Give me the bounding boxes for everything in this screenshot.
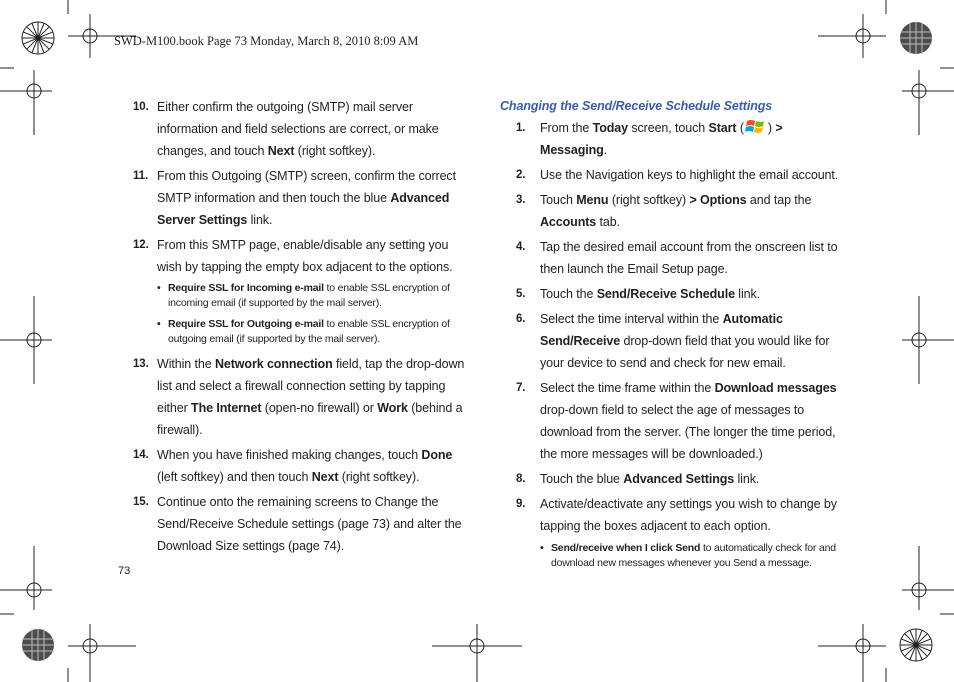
instruction-step xyxy=(133,234,468,278)
text-run: Use the Navigation keys to highlight the email account. xyxy=(540,168,839,182)
text-run: and tap the xyxy=(746,193,812,207)
text-run: drop-down field that you would like for your device to send and check for new email. xyxy=(540,334,830,370)
bullet-dot-icon: • xyxy=(157,282,161,294)
sub-bullet xyxy=(540,541,850,571)
instruction-step xyxy=(500,164,850,186)
registration-mark-icon xyxy=(902,70,954,135)
step-number: 1. xyxy=(516,122,526,134)
text-run: Within the xyxy=(157,357,215,371)
emphasized-term: > Messaging xyxy=(540,121,783,157)
registration-mark-icon xyxy=(818,624,886,682)
emphasized-term: Network connection xyxy=(214,357,333,371)
instruction-step xyxy=(500,283,850,305)
text-run: to enable SSL encryption of incoming email (if supported by the mail server). xyxy=(168,282,450,309)
emphasized-term: Advanced Settings xyxy=(623,472,735,486)
step-number: 14. xyxy=(133,449,149,461)
text-run: Tap the desired email account from the onscreen list to then launch the Email Setup page. xyxy=(540,240,838,276)
text-run: link. xyxy=(734,287,761,301)
text-run: tab. xyxy=(596,215,620,229)
sub-bullet xyxy=(157,281,468,311)
emphasized-term: The Internet xyxy=(191,401,262,415)
text-run: Touch the blue xyxy=(540,472,624,486)
text-run: ) xyxy=(767,121,776,135)
text-run: (behind a firewall). xyxy=(157,401,463,437)
instruction-step xyxy=(500,117,850,161)
text-run: Activate/deactivate any settings you wish to change by tapping the boxes adjacent to each option. xyxy=(540,497,837,533)
instruction-step xyxy=(500,468,850,490)
right-column xyxy=(500,96,850,577)
emphasized-term: Accounts xyxy=(540,215,597,229)
emphasized-term: > Options xyxy=(689,193,747,207)
instruction-step xyxy=(500,189,850,233)
text-run: Select the time interval within the xyxy=(540,312,723,326)
text-run: link. xyxy=(734,472,760,486)
windows-start-icon xyxy=(744,117,768,137)
instruction-step xyxy=(500,377,850,465)
text-run: ( xyxy=(736,121,744,135)
step-number: 15. xyxy=(133,496,149,508)
instruction-step xyxy=(133,491,468,557)
emphasized-term: Send/receive when I click Send xyxy=(551,542,701,554)
registration-mark-icon xyxy=(818,14,886,58)
text-run: (open-no firewall) or xyxy=(261,401,378,415)
step-number: 7. xyxy=(516,382,526,394)
registration-mark-icon xyxy=(0,546,52,610)
text-run: (right softkey) xyxy=(608,193,690,207)
text-run: Touch xyxy=(540,193,577,207)
text-run: to enable SSL encryption of outgoing email (if supported by the mail server). xyxy=(168,318,450,345)
emphasized-term: Today xyxy=(592,121,628,135)
page-number: 73 xyxy=(118,565,131,577)
instruction-step xyxy=(500,308,850,374)
text-run: field, tap the drop-down list and select a firewall connection setting by tapping either xyxy=(157,357,465,415)
instruction-step xyxy=(133,353,468,441)
emphasized-term: Next xyxy=(311,470,339,484)
bullet-dot-icon: • xyxy=(540,542,544,554)
instruction-step xyxy=(133,165,468,231)
text-run: Either confirm the outgoing (SMTP) mail server information and field selections are correct, or make changes, and touch xyxy=(157,100,439,158)
step-number: 10. xyxy=(133,101,149,113)
step-number: 13. xyxy=(133,358,149,370)
step-number: 11. xyxy=(133,170,149,182)
instruction-step xyxy=(500,493,850,537)
text-run: (right softkey). xyxy=(294,144,376,158)
text-run: From the xyxy=(540,121,593,135)
sub-bullet xyxy=(157,317,468,347)
emphasized-term: Send/Receive Schedule xyxy=(596,287,735,301)
text-run: From this SMTP page, enable/disable any setting you wish by tapping the empty box adjacent to the options. xyxy=(157,238,453,274)
text-run: . xyxy=(603,143,608,157)
emphasized-term: Menu xyxy=(576,193,609,207)
text-run: (right softkey). xyxy=(338,470,420,484)
right-steps xyxy=(500,117,850,571)
dark-target-icon xyxy=(22,629,54,661)
text-run: drop-down field to select the age of messages to download from the server. (The longer the time period, the more messages will be downloaded.) xyxy=(540,403,836,461)
registration-mark-icon xyxy=(0,70,52,135)
emphasized-term: Advanced Server Settings xyxy=(157,191,450,227)
step-number: 3. xyxy=(516,194,526,206)
text-run: (left softkey) and then touch xyxy=(157,470,312,484)
step-number: 8. xyxy=(516,473,526,485)
step-number: 4. xyxy=(516,241,526,253)
emphasized-term: Done xyxy=(421,448,453,462)
text-run: screen, touch xyxy=(627,121,709,135)
step-number: 12. xyxy=(133,239,149,251)
left-column xyxy=(133,96,468,560)
book-header: SWD-M100.book Page 73 Monday, March 8, 2010 8:09 AM xyxy=(114,34,419,48)
step-number: 6. xyxy=(516,313,526,325)
text-run: link. xyxy=(247,213,273,227)
emphasized-term: Next xyxy=(267,144,295,158)
registration-mark-icon xyxy=(68,624,136,682)
emphasized-term: Work xyxy=(377,401,408,415)
section-heading: Changing the Send/Receive Schedule Settings xyxy=(500,99,773,113)
step-number: 5. xyxy=(516,288,526,300)
bullet-dot-icon: • xyxy=(157,318,161,330)
emphasized-term: Require SSL for Incoming e-mail xyxy=(168,282,324,294)
step-number: 9. xyxy=(516,498,526,510)
text-run: When you have finished making changes, touch xyxy=(157,448,422,462)
instruction-step xyxy=(500,236,850,280)
text-run: Continue onto the remaining screens to Change the Send/Receive Schedule settings (page 73) and alter the Download Size settings (page 74). xyxy=(157,495,462,553)
text-run: From this Outgoing (SMTP) screen, confirm the correct SMTP information and then touch the blue xyxy=(157,169,456,205)
text-run: Select the time frame within the xyxy=(540,381,715,395)
star-target-icon xyxy=(22,22,54,54)
registration-mark-icon xyxy=(432,624,522,682)
dark-target-icon xyxy=(900,22,932,54)
instruction-step xyxy=(133,96,468,162)
emphasized-term: Start xyxy=(708,121,737,135)
registration-mark-icon xyxy=(0,296,52,384)
emphasized-term: Automatic Send/Receive xyxy=(540,312,783,348)
text-run: to automatically check for and download new messages whenever you Send a message. xyxy=(551,542,836,569)
text-run: Touch the xyxy=(540,287,597,301)
registration-mark-icon xyxy=(902,296,954,384)
instruction-step xyxy=(133,444,468,488)
emphasized-term: Require SSL for Outgoing e-mail xyxy=(168,318,324,330)
registration-mark-icon xyxy=(902,546,954,610)
star-target-icon xyxy=(900,629,932,661)
emphasized-term: Download messages xyxy=(714,381,837,395)
step-number: 2. xyxy=(516,169,526,181)
